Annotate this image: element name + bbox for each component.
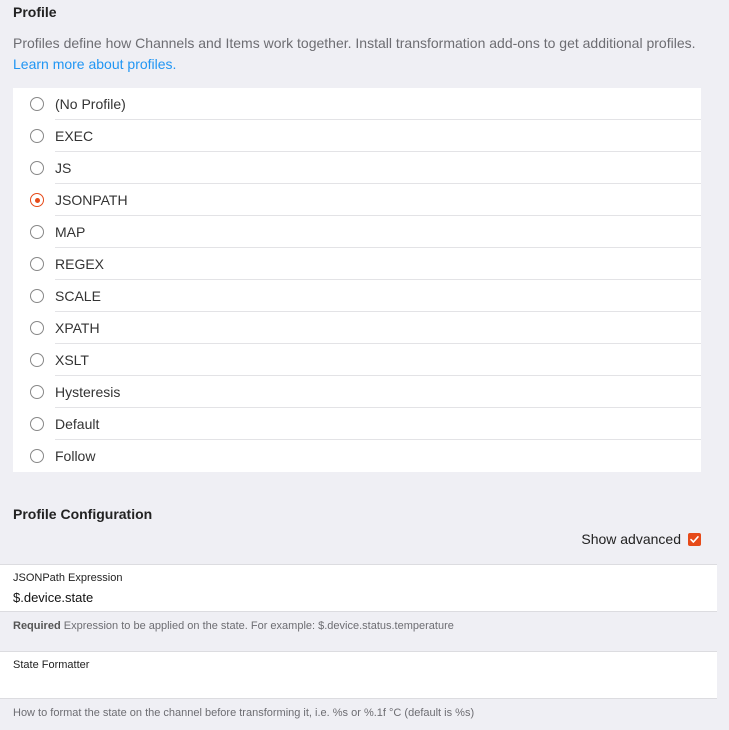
radio-label: XPATH xyxy=(55,320,100,336)
learn-more-profiles-link[interactable]: Learn more about profiles. xyxy=(13,56,177,72)
radio-label: (No Profile) xyxy=(55,96,126,112)
jsonpath-expression-label: JSONPath Expression xyxy=(13,572,123,584)
radio-button[interactable] xyxy=(30,161,44,175)
radio-button[interactable] xyxy=(30,417,44,431)
radio-label: MAP xyxy=(55,224,86,240)
radio-label: REGEX xyxy=(55,256,105,272)
radio-label: XSLT xyxy=(55,352,89,368)
jsonpath-expression-field[interactable] xyxy=(0,564,717,612)
radio-button[interactable] xyxy=(30,97,44,111)
state-formatter-hint: How to format the state on the channel before transforming it, i.e. %s or %.1f °C (default is %s) xyxy=(13,707,475,719)
show-advanced-checkbox[interactable] xyxy=(688,533,701,546)
radio-button[interactable] xyxy=(30,353,44,367)
radio-button[interactable] xyxy=(30,225,44,239)
radio-button[interactable] xyxy=(30,289,44,303)
profile-option-regex[interactable] xyxy=(13,248,701,280)
radio-label: Default xyxy=(55,416,100,432)
profile-option-scale[interactable] xyxy=(13,280,701,312)
radio-button[interactable] xyxy=(30,129,44,143)
profile-radio-list xyxy=(13,88,701,472)
radio-label: Follow xyxy=(55,448,96,464)
radio-button[interactable] xyxy=(30,449,44,463)
radio-button[interactable] xyxy=(30,257,44,271)
radio-label: JS xyxy=(55,160,72,176)
radio-button[interactable] xyxy=(30,321,44,335)
radio-label: Hysteresis xyxy=(55,384,121,400)
profile-option-xslt[interactable] xyxy=(13,344,701,376)
profile-option-xpath[interactable] xyxy=(13,312,701,344)
checkmark-icon xyxy=(689,534,700,545)
profile-option-hysteresis[interactable] xyxy=(13,376,701,408)
radio-label: JSONPATH xyxy=(55,192,128,208)
radio-label: SCALE xyxy=(55,288,101,304)
profile-option-js[interactable] xyxy=(13,152,701,184)
jsonpath-expression-hint-text: Expression to be applied on the state. For example: $.device.status.temperature xyxy=(63,620,454,632)
profile-description-text: Profiles define how Channels and Items work together. Install transformation add-ons to get additional profiles. xyxy=(13,35,696,51)
profile-option-follow[interactable] xyxy=(13,440,701,472)
profile-description xyxy=(13,33,713,75)
profile-section-title: Profile xyxy=(13,4,57,20)
state-formatter-field[interactable] xyxy=(0,651,717,699)
profile-option-map[interactable] xyxy=(13,216,701,248)
state-formatter-label: State Formatter xyxy=(13,659,90,671)
profile-option-no-profile[interactable] xyxy=(13,88,701,120)
profile-option-default[interactable] xyxy=(13,408,701,440)
jsonpath-expression-input[interactable] xyxy=(13,588,703,606)
show-advanced-toggle[interactable] xyxy=(581,531,701,547)
profile-configuration-title: Profile Configuration xyxy=(13,506,153,522)
state-formatter-input[interactable] xyxy=(13,675,703,693)
profile-option-jsonpath[interactable] xyxy=(13,184,701,216)
radio-label: EXEC xyxy=(55,128,94,144)
profile-option-exec[interactable] xyxy=(13,120,701,152)
radio-button[interactable] xyxy=(30,385,44,399)
required-label: Required xyxy=(13,620,61,632)
show-advanced-label: Show advanced xyxy=(581,531,681,547)
radio-button[interactable] xyxy=(30,193,44,207)
jsonpath-expression-hint xyxy=(13,620,454,632)
